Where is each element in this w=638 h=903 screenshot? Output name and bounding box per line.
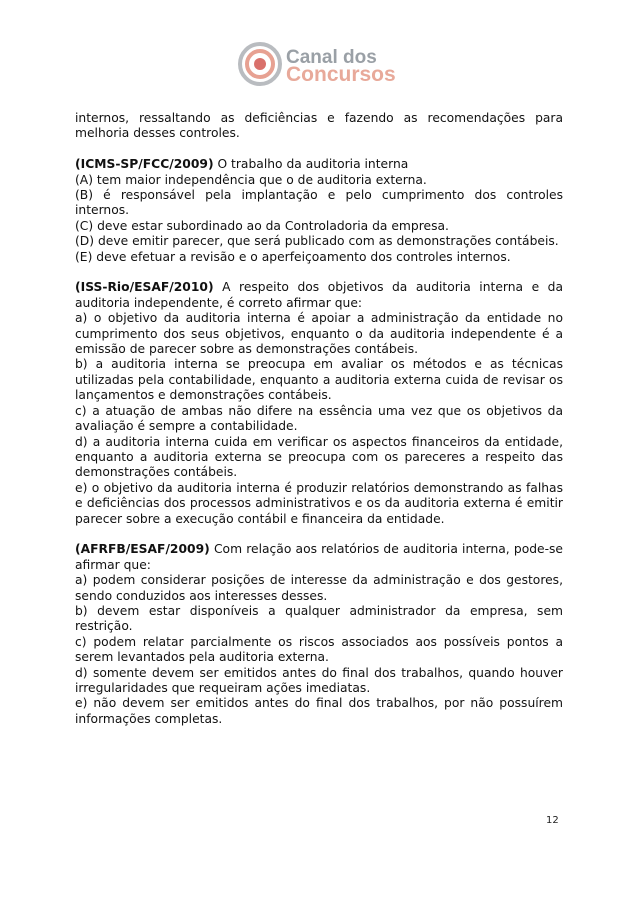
document-body [75,111,563,727]
question-3-option-d: d) somente devem ser emitidos antes do final dos trabalhos, quando houver irregularidades que requeiram ações imediatas. [75,665,563,695]
question-1-option-e: (E) deve efetuar a revisão e o aperfeiçoamento dos controles internos. [75,249,511,264]
page-number: 12 [546,815,559,826]
question-3 [75,542,563,727]
question-2-option-a: a) o objetivo da auditoria interna é apoiar a administração da entidade no cumprimento dos seus objetivos, enquanto o da auditoria independente é a emissão de parecer sobre as demonstrações contábeis. [75,311,563,357]
question-3-option-a: a) podem considerar posições de interesse da administração e dos gestores, sendo conduzidos aos interesses desses. [75,573,563,603]
question-3-source: (AFRFB/ESAF/2009) [75,542,210,557]
question-1 [75,157,563,265]
question-3-option-b: b) devem estar disponíveis a qualquer administrador da empresa, sem restrição. [75,603,563,634]
question-1-option-d: (D) deve emitir parecer, que será publicado com as demonstrações contábeis. [75,234,559,249]
question-1-text: O trabalho da auditoria interna [213,157,409,172]
question-2-option-c: c) a atuação de ambas não difere na essência uma vez que os objetivos da avaliação é sempre a contabilidade. [75,403,563,434]
question-1-option-c: (C) deve estar subordinado ao da Controladoria da empresa. [75,218,449,233]
intro-paragraph: internos, ressaltando as deficiências e fazendo as recomendações para melhoria desses controles. [75,111,563,141]
question-2-option-d: d) a auditoria interna cuida em verificar os aspectos financeiros da entidade, enquanto a auditoria externa se preocupa com os pareceres a respeito das demonstrações contábeis. [75,434,563,480]
brand-logo [238,42,418,88]
question-2-option-b: b) a auditoria interna se preocupa em avaliar os métodos e as técnicas utilizadas pela contabilidade, enquanto a auditoria externa cuida de revisar os lançamentos e demonstrações contábeis. [75,357,563,403]
question-2-option-e: e) o objetivo da auditoria interna é produzir relatórios demonstrando as falhas e deficiências dos processos administrativos e os da auditoria externa é emitir parecer sobre a execução contábil e financeira da entidade. [75,480,563,526]
question-3-option-e: e) não devem ser emitidos antes do final dos trabalhos, por não possuírem informações completas. [75,696,563,726]
question-1-stem [75,157,563,172]
question-2-source: (ISS-Rio/ESAF/2010) [75,280,214,295]
logo-text-line1: Canal dos [286,47,377,68]
question-2 [75,280,563,527]
question-1-option-b: (B) é responsável pela implantação e pelo cumprimento dos controles internos. [75,188,563,218]
question-3-text: Com relação aos relatórios de auditoria interna, pode-se afirmar que: [75,542,563,572]
target-icon [238,42,282,86]
question-1-option-a: (A) tem maior independência que o de auditoria externa. [75,172,427,187]
question-3-stem [75,542,563,573]
logo-text-line2: Concursos [286,63,396,86]
question-2-text: A respeito dos objetivos da auditoria interna e da auditoria independente, é correto afirmar que: [75,280,563,310]
question-2-stem [75,280,563,311]
question-3-option-c: c) podem relatar parcialmente os riscos associados aos possíveis pontos a serem levantados pela auditoria externa. [75,634,563,665]
question-1-source: (ICMS-SP/FCC/2009) [75,157,214,172]
